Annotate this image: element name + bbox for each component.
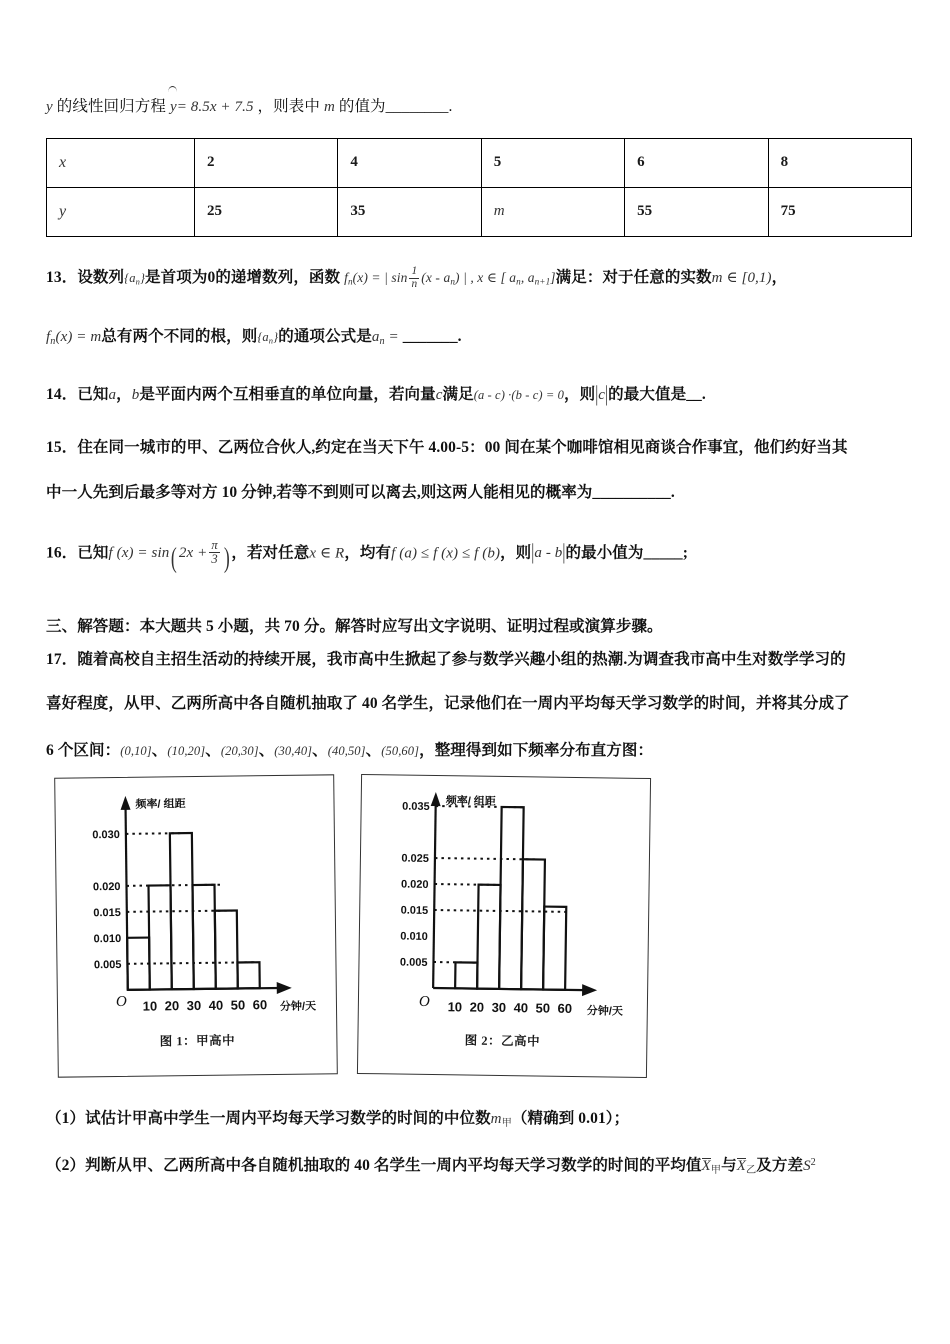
y-axis-label: 频率/ 组距	[135, 797, 186, 811]
xtick-label-60: 60	[557, 1000, 573, 1016]
bar-10-20	[455, 962, 477, 988]
q13-frac-num: 1	[411, 264, 418, 277]
q14-vector-b: b	[131, 386, 140, 403]
xtick-label-30: 30	[186, 997, 202, 1013]
q15-text-line1: 住在同一城市的甲、乙两位合伙人,约定在当天下午 4.00-5：00 间在某个咖啡馆相见商谈合作事宜，他们约好当其	[77, 439, 848, 456]
ytick-label-0015: 0.015	[93, 906, 121, 920]
q13-seq2-close: }	[273, 330, 279, 344]
q13-eq-f-sub: n	[50, 335, 56, 347]
q16-text-3: ，均有	[344, 544, 392, 562]
paren-right-icon: )	[223, 542, 230, 574]
q16-inner: 2x +	[178, 545, 208, 562]
q13-formula-body2: (x - a	[421, 269, 451, 285]
x-axis-arrow-icon	[277, 982, 292, 994]
cell-x-4: 6	[625, 138, 768, 187]
q16-abs-expr	[531, 541, 566, 566]
q13-formula-body3-sub: n	[516, 276, 521, 287]
question-13-line-2	[46, 322, 912, 352]
table-row	[47, 187, 912, 236]
question-15-line-1	[46, 433, 912, 462]
q13-formula-body3: ) | , x ∈ [ a	[455, 269, 517, 285]
q12-text-before: 的线性回归方程	[56, 98, 166, 115]
sep-1: 、	[151, 742, 168, 760]
x-axis-label: 分钟/天	[586, 1004, 623, 1018]
ytick-label-0010: 0.010	[400, 930, 428, 943]
q17-sub2-label: （2）	[46, 1157, 86, 1175]
bar-20-30	[477, 884, 500, 988]
q15-number: 15．	[46, 439, 78, 456]
q16-text-4: ，则	[500, 544, 532, 562]
question-17-sub-2	[46, 1151, 912, 1181]
q13-equation	[46, 329, 101, 345]
q13-text-4: 满足：对于任意的实数	[555, 268, 712, 286]
q17-intervals-prefix: 6 个区间：	[46, 742, 121, 760]
q17-intervals-suffix: ，整理得到如下频率分布直方图：	[419, 742, 654, 760]
q13-sequence-symbol-2	[257, 330, 278, 344]
table-row	[47, 138, 912, 187]
q14-vector-c: c	[435, 386, 443, 403]
q13-formula-body4-sub: n+1	[534, 276, 551, 287]
gridline-0005	[127, 962, 253, 964]
q13-number: 13．	[46, 268, 78, 286]
question-16	[46, 532, 912, 586]
q14-c-inner: c	[598, 386, 606, 403]
bar-left-icon: |	[595, 382, 599, 407]
sep-2: 、	[205, 742, 221, 760]
q16-function	[108, 537, 232, 574]
xtick-label-10: 10	[447, 998, 463, 1015]
q13-text-3: 的递增数列，函数	[215, 268, 341, 286]
xtick-label-60: 60	[252, 996, 268, 1013]
y-axis-arrow-icon	[120, 796, 130, 810]
cell-y-5: 75	[768, 187, 911, 236]
q14-abs-c	[595, 382, 609, 407]
y-axis	[433, 804, 436, 988]
sep-4: 、	[312, 742, 328, 760]
q14-text-4: ，则	[563, 385, 596, 403]
xy-data-table	[46, 138, 912, 237]
x-axis-label: 分钟/天	[279, 1000, 317, 1013]
q13-text-5: ，	[771, 268, 788, 286]
interval-1: (0,10]	[120, 744, 152, 759]
q14-number: 14．	[46, 385, 78, 403]
q13-an-eq: =	[388, 329, 399, 345]
q13-formula-body: (x) = | sin	[352, 269, 408, 285]
bar-right-icon: |	[562, 541, 566, 566]
interval-4: (30,40]	[274, 744, 313, 759]
q17-text-line1: 随着高校自主招生活动的持续开展，我市高中生掀起了参与数学兴趣小组的热潮.为调查我市高中生对数学学习的	[77, 651, 846, 669]
mean-x-2-sub: 乙	[745, 1165, 757, 1177]
q14-text-2: 是平面内两个互相垂直的单位向量，若向量	[139, 385, 436, 403]
cell-y-4: 55	[625, 187, 768, 236]
q16-fx: f (x) = sin	[108, 545, 170, 562]
bar-50-60	[237, 962, 259, 988]
q13-seq-close: }	[139, 270, 146, 285]
q13-first-term: 0	[207, 268, 216, 286]
question-14	[46, 380, 912, 410]
q13-f-sub: n	[347, 276, 353, 287]
interval-6: (50,60]	[381, 744, 420, 759]
variable-y: y	[46, 99, 53, 115]
cell-x-2: 4	[338, 138, 481, 187]
cell-y-1: 25	[195, 187, 338, 236]
cell-x-5: 8	[768, 138, 911, 187]
bar-50-60	[543, 906, 566, 989]
ytick-label-0020: 0.020	[400, 878, 429, 891]
q14-text-1: 已知	[77, 385, 109, 403]
interval-3: (20,30]	[220, 744, 259, 759]
cell-x-3: 5	[481, 138, 624, 187]
q16-domain: x ∈ R	[309, 545, 345, 562]
q13-formula-body5: ]	[550, 269, 556, 285]
q13-text-7: 的通项公式是	[278, 328, 372, 345]
q12-text-after-1: ，则表中	[257, 98, 320, 115]
figure-1-container	[54, 774, 338, 1077]
median-symbol	[491, 1111, 512, 1127]
question-17-line-2	[46, 689, 912, 718]
q17-sub2-text-1: 判断从甲、乙两所高中各自随机抽取的 40 名学生一周内平均每天学习数学的时间的平均值	[85, 1157, 702, 1175]
q13-fraction	[409, 266, 419, 291]
q16-blank: _____;	[643, 544, 689, 562]
ytick-label-0015: 0.015	[400, 904, 429, 917]
ytick-label-0005: 0.005	[93, 958, 122, 972]
q17-sub1-text-2: （精确到 0.01）；	[511, 1109, 630, 1127]
y-hat: y	[170, 93, 177, 122]
bar-30-40	[192, 885, 215, 989]
q13-eq-f: f	[46, 329, 51, 345]
q12-blank: ________.	[385, 98, 453, 115]
regression-equation	[170, 99, 254, 115]
question-17-line-3	[46, 736, 912, 765]
cell-y-3: m	[481, 187, 624, 236]
q13-eq-rest: (x) = m	[55, 329, 102, 345]
median-m-sub: 甲	[501, 1117, 512, 1129]
q14-text-5: 的最大值是	[608, 385, 687, 403]
section-3-heading-text: 三、解答题：本大题共 5 小题，共 70 分。解答时应写出文字说明、证明过程或演算步骤。	[46, 618, 663, 636]
ytick-label-0005: 0.005	[399, 956, 428, 969]
q12-text-after-2: 的值为	[338, 98, 386, 115]
question-12-tail	[46, 92, 912, 122]
mean-x-2: X	[736, 1158, 746, 1175]
q16-frac-num: π	[211, 537, 218, 552]
xtick-label-50: 50	[230, 997, 246, 1013]
q14-vector-a: a	[108, 386, 117, 403]
q14-condition: (a - c) ·(b - c) = 0	[473, 387, 564, 402]
bar-left-icon: |	[531, 541, 535, 566]
section-3-heading	[46, 612, 912, 641]
q17-sub1-label: （1）	[46, 1109, 86, 1127]
table-row-label-y: y	[47, 187, 195, 236]
regression-rhs: = 8.5x + 7.5	[176, 99, 254, 115]
bar-10-20	[149, 885, 172, 989]
q17-sub2-text-3: 及方差	[756, 1157, 804, 1175]
ytick-label-0030: 0.030	[92, 828, 120, 842]
bar-30-40	[499, 807, 524, 989]
interval-5: (40,50]	[327, 744, 366, 759]
ytick-label-0020: 0.020	[92, 880, 121, 894]
bar-40-50	[215, 910, 238, 988]
q15-blank: __________.	[592, 484, 675, 502]
figure-2-chart	[358, 775, 649, 1037]
q13-formula-body4: , a	[520, 269, 535, 285]
q13-seq2-open: {a	[257, 330, 269, 344]
xtick-label-50: 50	[535, 1000, 551, 1016]
q13-text-6: 总有两个不同的根，则	[101, 328, 258, 345]
cell-x-1: 2	[195, 138, 338, 187]
q16-number: 16．	[46, 544, 78, 562]
q13-m-range: m ∈ [0,1)	[711, 269, 772, 286]
figure-1-chart	[55, 775, 335, 1036]
xtick-label-40: 40	[513, 999, 529, 1016]
q16-fraction	[209, 539, 219, 566]
xtick-label-30: 30	[491, 999, 507, 1015]
mean-symbol-yi	[736, 1158, 757, 1177]
unknown-m: m	[323, 99, 335, 115]
origin-label: O	[115, 993, 127, 1010]
bar-40-50	[521, 859, 545, 989]
mean-symbol-jia	[701, 1158, 722, 1177]
figure-1-caption: 图 1：甲高中	[159, 1033, 236, 1049]
xtick-label-40: 40	[208, 997, 224, 1013]
bar-0-10	[127, 937, 150, 989]
cell-y-2: 35	[338, 187, 481, 236]
q16-inequality: f (a) ≤ f (x) ≤ f (b)	[391, 545, 501, 562]
question-17-sub-1	[46, 1104, 912, 1134]
q13-sequence-symbol	[124, 271, 145, 285]
q16-frac-den: 3	[211, 551, 218, 566]
figure-2-caption: 图 2：乙高中	[464, 1033, 541, 1049]
mean-x-1: X	[701, 1158, 711, 1175]
q16-text-5: 的最小值为	[565, 544, 644, 562]
interval-2: (10,20]	[167, 744, 206, 759]
q13-an-term	[372, 329, 399, 345]
xtick-label-20: 20	[164, 997, 180, 1014]
page-content	[46, 92, 912, 1185]
variance-s-sup: 2	[810, 1157, 816, 1169]
q13-frac-den: n	[411, 277, 418, 290]
question-17-line-1	[46, 645, 912, 674]
q13-seq2-sub: n	[268, 335, 274, 346]
q13-formula-body2-sub: n	[450, 276, 455, 287]
xtick-label-10: 10	[142, 998, 158, 1014]
paren-left-icon: (	[171, 542, 178, 574]
q13-seq-sub: n	[135, 275, 140, 286]
q16-text-1: 已知	[77, 544, 109, 562]
y-axis-label: 频率/ 组距	[445, 794, 496, 808]
q13-an-sub: n	[379, 335, 385, 347]
question-15-line-2	[46, 478, 912, 507]
q13-text-2: 是首项为	[145, 268, 208, 286]
figure-2-container	[357, 774, 651, 1078]
mean-x-1-sub: 甲	[710, 1165, 722, 1177]
ytick-label-0010: 0.010	[93, 932, 122, 946]
q14-text-3: 满足	[442, 385, 474, 403]
q15-text-line2: 中一人先到后最多等对方 10 分钟,若等不到则可以离去,则这两人能相见的概率为	[46, 484, 593, 502]
histogram-figures	[46, 776, 912, 1092]
q13-function-formula	[344, 264, 556, 290]
q17-sub1-text-1: 试估计甲高中学生一周内平均每天学习数学的时间的中位数	[85, 1109, 491, 1127]
q13-an: a	[371, 329, 380, 345]
q16-text-2: ，若对任意	[231, 544, 310, 562]
q13-text-1: 设数列	[77, 268, 125, 286]
variance-symbol	[803, 1158, 816, 1174]
xtick-label-20: 20	[469, 999, 485, 1015]
bar-right-icon: |	[605, 382, 609, 407]
sep-3: 、	[258, 742, 275, 760]
q13-blank: _______.	[402, 328, 462, 345]
x-axis-arrow-icon	[582, 984, 597, 996]
q16-abs-inner: a - b	[534, 545, 563, 562]
y-axis-arrow-icon	[431, 792, 441, 806]
ytick-label-0025: 0.025	[401, 852, 430, 865]
q14-blank: __.	[686, 385, 706, 403]
median-m: m	[490, 1110, 502, 1127]
q13-f: f	[344, 269, 348, 285]
table-row-label-x: x	[47, 138, 195, 187]
q17-text-line2: 喜好程度，从甲、乙两所高中各自随机抽取了 40 名学生，记录他们在一周内平均每天学习数学的时间，并将其分成了	[46, 694, 850, 712]
q14-comma: ，	[116, 385, 132, 403]
q17-sub2-text-2: 与	[721, 1157, 737, 1175]
ytick-label-0035: 0.035	[402, 800, 430, 813]
variance-s: S	[803, 1158, 811, 1175]
origin-label: O	[418, 993, 430, 1010]
sep-5: 、	[365, 742, 382, 760]
q17-number: 17．	[46, 651, 78, 669]
question-13-line-1	[46, 263, 912, 293]
q13-seq-open: {a	[124, 270, 136, 285]
